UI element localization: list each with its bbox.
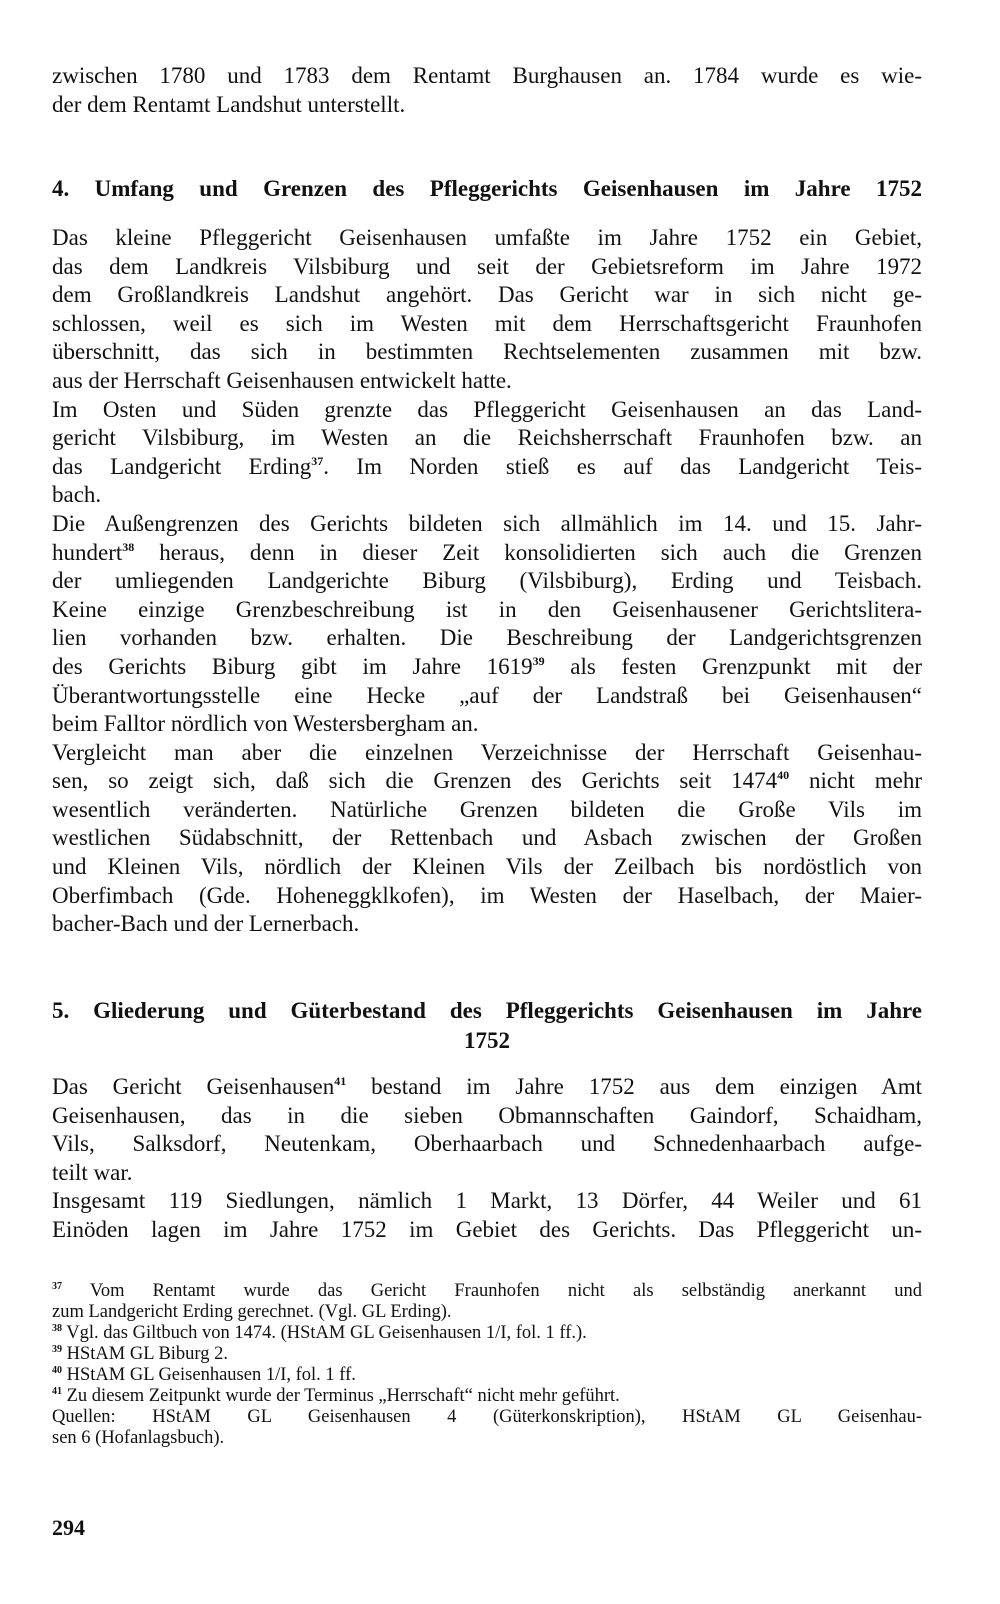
text-segment: des Gerichts Biburg gibt im Jahre 1619	[52, 653, 533, 679]
text-line: Die Außengrenzen des Gerichts bildeten sich allmählich im 14. und 15. Jahr-	[52, 510, 922, 536]
text-segment: nicht mehr	[789, 768, 923, 794]
text-line: teilt war.	[52, 1159, 133, 1185]
intro-paragraph	[52, 62, 922, 119]
text-line: lien vorhanden bzw. erhalten. Die Beschreibung der Landgerichtsgrenzen	[52, 625, 922, 651]
text-line: das dem Landkreis Vilsbiburg und seit der Gebietsreform im Jahre 1972	[52, 253, 922, 279]
footnote-ref-41: 41	[334, 1074, 347, 1088]
section-5-heading	[52, 996, 922, 1056]
text-segment: heraus, denn in dieser Zeit konsolidierten sich auch die Grenzen	[134, 539, 922, 565]
text-line: Oberfimbach (Gde. Hoheneggklkofen), im Westen der Haselbach, der Maier-	[52, 882, 922, 908]
text-line: Das kleine Pfleggericht Geisenhausen umfaßte im Jahre 1752 ein Gebiet,	[52, 225, 922, 250]
text-segment: . Im Norden stieß es auf das Landgericht Teis-	[323, 453, 922, 479]
text-line: Insgesamt 119 Siedlungen, nämlich 1 Markt, 13 Dörfer, 44 Weiler und 61	[52, 1188, 922, 1214]
text-line	[52, 453, 922, 482]
footnote-number: 39	[52, 1344, 62, 1355]
text-line: bacher-Bach und der Lernerbach.	[52, 911, 360, 937]
footnote-number: 37	[52, 1281, 62, 1292]
footnote-line	[52, 1281, 922, 1302]
page-number: 294	[52, 1515, 85, 1540]
text-line: Geisenhausen, das in die sieben Obmannschaften Gaindorf, Schaidham,	[52, 1102, 922, 1128]
text-line: Im Osten und Süden grenzte das Pfleggericht Geisenhausen an das Land-	[52, 396, 922, 422]
footnote-line: sen 6 (Hofanlagsbuch).	[52, 1428, 225, 1448]
footnotes	[52, 1281, 922, 1449]
text-line: überschnitt, das sich in bestimmten Rechtselementen zusammen mit bzw.	[52, 339, 922, 365]
text-line: beim Falltor nördlich von Westersbergham an.	[52, 711, 479, 737]
sources-note	[52, 1407, 922, 1449]
text-line	[52, 1073, 922, 1102]
text-line: wesentlich veränderten. Natürliche Grenzen bildeten die Große Vils im	[52, 796, 922, 822]
text-line: zwischen 1780 und 1783 dem Rentamt Burghausen an. 1784 wurde es wie-	[52, 63, 922, 88]
footnote-text: Zu diesem Zeitpunkt wurde der Terminus „Herrschaft“ nicht mehr geführt.	[66, 1386, 620, 1406]
text-line: aus der Herrschaft Geisenhausen entwickelt hatte.	[52, 367, 512, 393]
text-line: Einöden lagen im Jahre 1752 im Gebiet des Gerichts. Das Pfleggericht un-	[52, 1216, 922, 1242]
text-line: dem Großlandkreis Landshut angehört. Das Gericht war in sich nicht ge-	[52, 282, 922, 308]
section-5-heading-line-2: 1752	[464, 1028, 510, 1053]
text-segment: als festen Grenzpunkt mit der	[544, 653, 922, 679]
text-line: westlichen Südabschnitt, der Rettenbach und Asbach zwischen der Großen	[52, 825, 922, 851]
text-line: und Kleinen Vils, nördlich der Kleinen Vils der Zeilbach bis nordöstlich von	[52, 854, 922, 880]
footnote-line: zum Landgericht Erding gerechnet. (Vgl. GL Erding).	[52, 1302, 452, 1322]
footnote-line: Quellen: HStAM GL Geisenhausen 4 (Güterkonskription), HStAM GL Geisenhau-	[52, 1407, 922, 1427]
footnote-text: HStAM GL Geisenhausen 1/I, fol. 1 ff.	[66, 1365, 356, 1385]
text-line: Vils, Salksdorf, Neutenkam, Oberhaarbach und Schnedenhaarbach aufge-	[52, 1131, 922, 1157]
text-line	[52, 653, 922, 682]
text-line: Überantwortungsstelle eine Hecke „auf der Landstraß bei Geisenhausen“	[52, 682, 922, 708]
text-line: Keine einzige Grenzbeschreibung ist in den Geisenhausener Gerichtslitera-	[52, 596, 922, 622]
section-5-heading-line-1: 5. Gliederung und Güterbestand des Pfleggerichts Geisenhausen im Jahre	[52, 998, 922, 1023]
text-segment: Das Gericht Geisenhausen	[52, 1074, 335, 1099]
text-segment: sen, so zeigt sich, daß sich die Grenzen des Gerichts seit 1474	[52, 768, 778, 794]
footnote-41	[52, 1386, 922, 1407]
footnote-ref-40: 40	[777, 768, 790, 783]
text-segment: bestand im Jahre 1752 aus dem einzigen Amt	[346, 1074, 922, 1099]
text-line: der dem Rentamt Landshut unterstellt.	[52, 91, 406, 117]
footnote-38	[52, 1323, 922, 1344]
footnote-number: 40	[52, 1365, 62, 1376]
footnote-ref-37: 37	[311, 453, 324, 468]
section-5-paragraphs	[52, 1073, 922, 1245]
text-line	[52, 539, 922, 568]
footnote-number: 38	[52, 1323, 62, 1334]
footnote-text: HStAM GL Biburg 2.	[66, 1344, 229, 1364]
text-line: schlossen, weil es sich im Westen mit dem Herrschaftsgericht Fraunhofen	[52, 310, 922, 336]
text-line: der umliegenden Landgerichte Biburg (Vilsbiburg), Erding und Teisbach.	[52, 568, 922, 594]
footnote-39	[52, 1344, 922, 1365]
footnote-ref-39: 39	[532, 653, 545, 668]
text-line: bach.	[52, 482, 102, 508]
text-segment: das Landgericht Erding	[52, 453, 312, 479]
footnote-40	[52, 1365, 922, 1386]
section-4-heading: 4. Umfang und Grenzen des Pfleggerichts Geisenhausen im Jahre 1752	[52, 176, 922, 201]
section-4-paragraph-1	[52, 224, 922, 939]
text-line: Vergleicht man aber die einzelnen Verzeichnisse der Herrschaft Geisenhau-	[52, 739, 922, 765]
footnote-37	[52, 1281, 922, 1323]
footnote-number: 41	[52, 1386, 62, 1397]
text-line	[52, 767, 922, 796]
footnote-ref-38: 38	[122, 539, 135, 554]
footnote-text: Vgl. das Giltbuch von 1474. (HStAM GL Geisenhausen 1/I, fol. 1 ff.).	[66, 1323, 587, 1343]
text-line: gericht Vilsbiburg, im Westen an die Reichsherrschaft Fraunhofen bzw. an	[52, 425, 922, 451]
text-segment: hundert	[52, 539, 123, 565]
footnote-text: Vom Rentamt wurde das Gericht Fraunhofen nicht als selbständig anerkannt und	[89, 1281, 922, 1301]
